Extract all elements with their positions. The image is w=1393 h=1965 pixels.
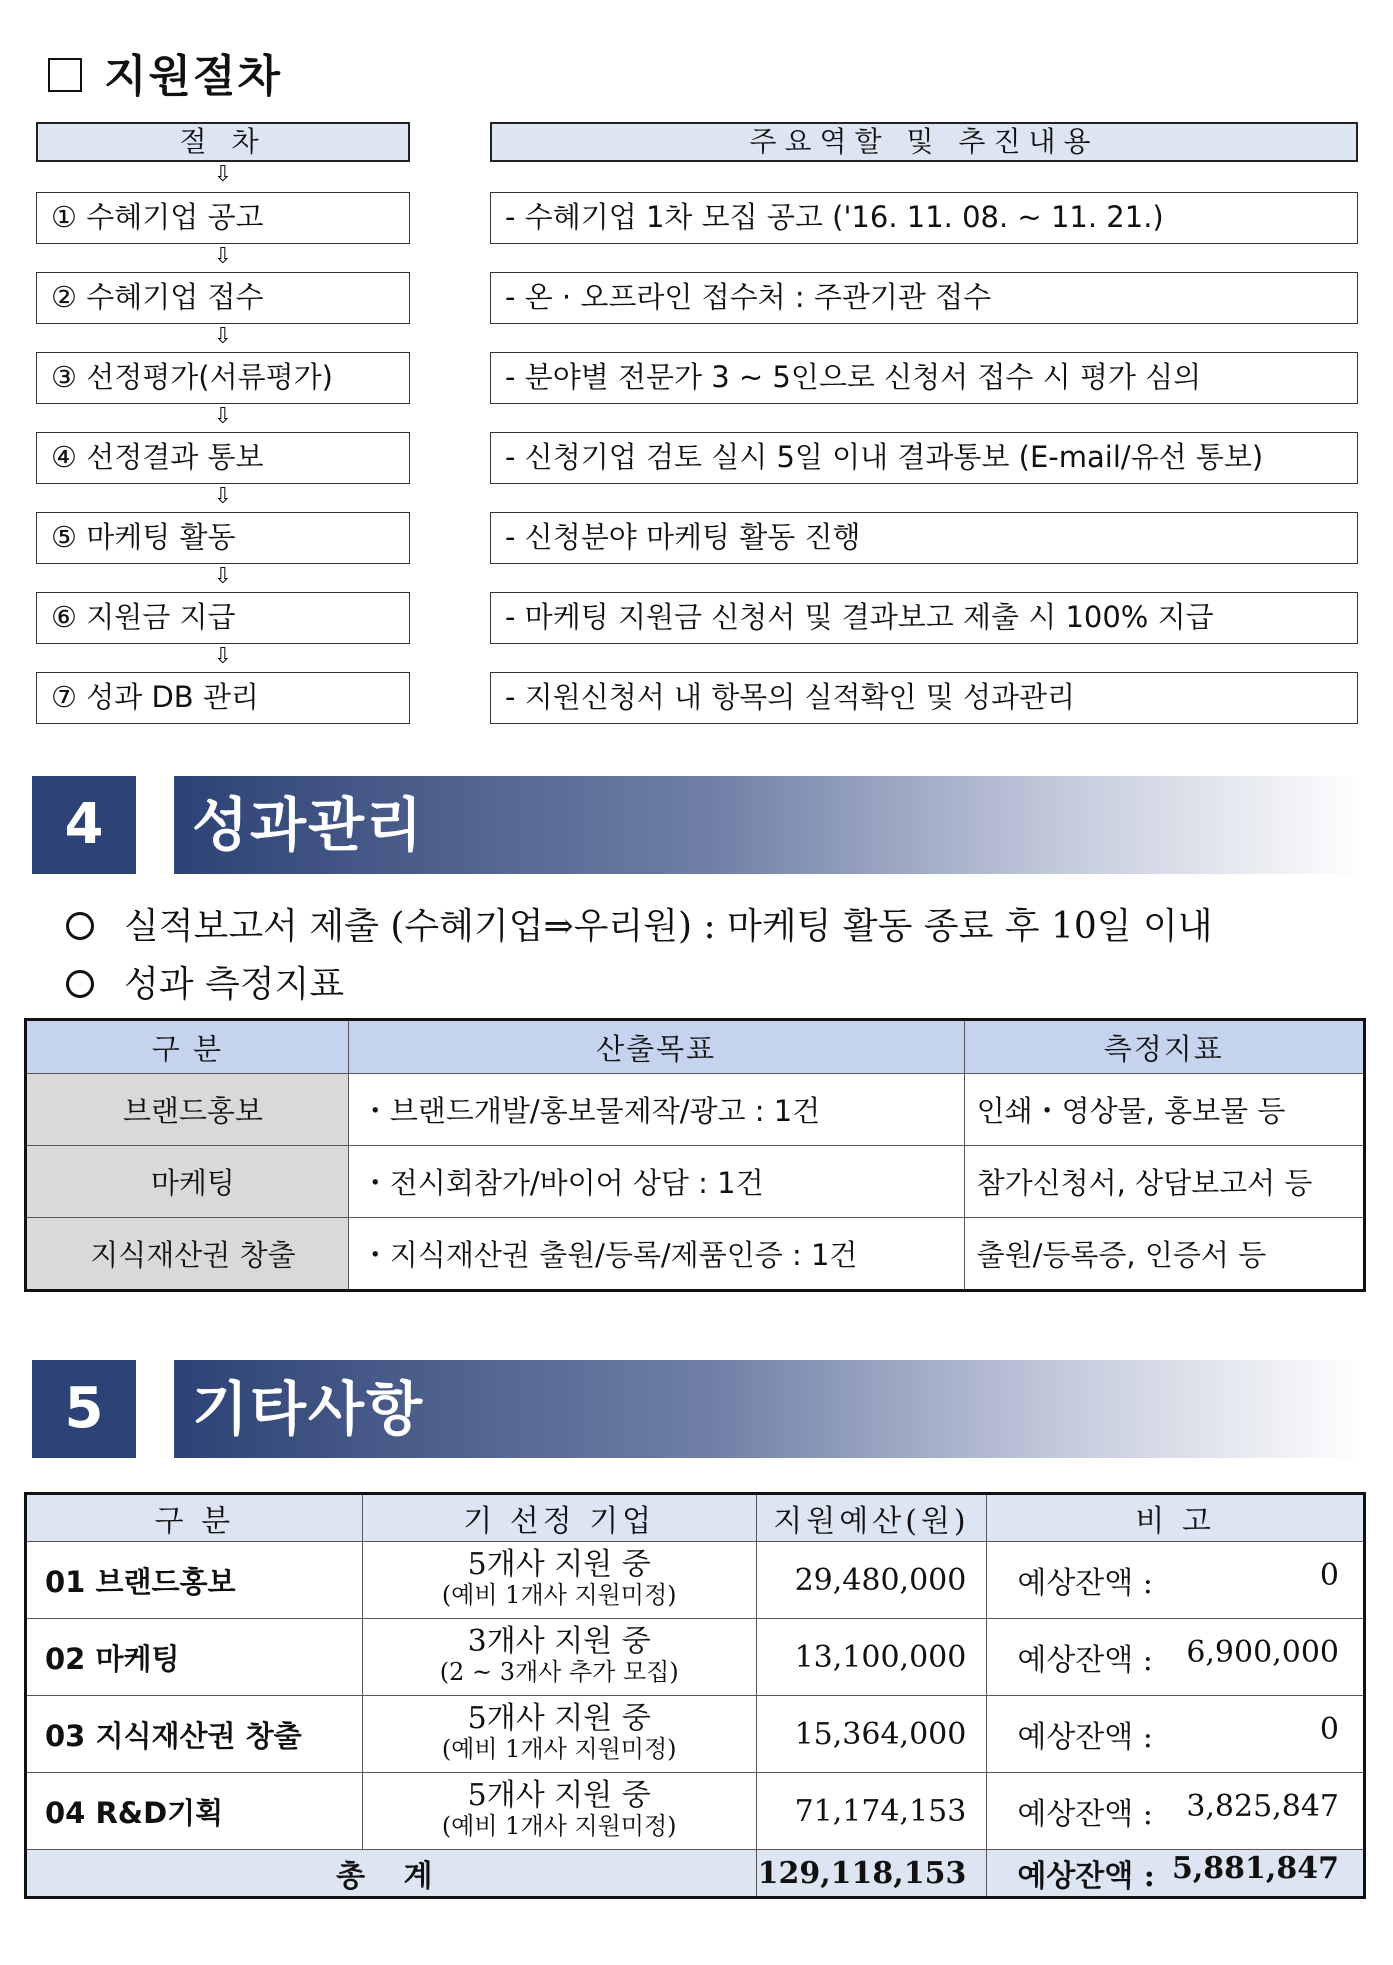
metrics-header-metric: 측정지표 [964,1020,1364,1074]
section4-bullet-1: 실적보고서 제출 (수혜기업⇒우리원) : 마케팅 활동 종료 후 10일 이내 [66,898,1213,949]
total-row [26,1850,1365,1898]
procedure-step: ① 수혜기업 공고 [36,192,410,244]
procedure-step-desc: - 마케팅 지원금 신청서 및 결과보고 제출 시 100% 지급 [490,592,1358,644]
metrics-header-category: 구 분 [26,1020,349,1074]
procedure-step-header: 절 차 [36,122,410,162]
budget-table [24,1492,1366,1899]
down-arrow-icon: ⇩ [213,244,233,269]
down-arrow-icon: ⇩ [213,404,233,429]
procedure-step-desc: - 분야별 전문가 3 ~ 5인으로 신청서 접수 시 평가 심의 [490,352,1358,404]
procedure-step-desc: - 온 · 오프라인 접수처 : 주관기관 접수 [490,272,1358,324]
table-row [26,1696,1365,1773]
procedure-step-desc: - 지원신청서 내 항목의 실적확인 및 성과관리 [490,672,1358,724]
circle-bullet-icon [66,970,94,998]
budget-note: 예상잔액 : 0 [987,1542,1365,1619]
budget-amount: 15,364,000 [756,1696,987,1773]
procedure-step: ⑤ 마케팅 활동 [36,512,410,564]
section4-number: 4 [32,776,136,874]
budget-selected: 5개사 지원 중 (예비 1개사 지원미정) [362,1542,756,1619]
budget-note: 예상잔액 : 6,900,000 [987,1619,1365,1696]
budget-note: 예상잔액 : 3,825,847 [987,1773,1365,1850]
metrics-category: 브랜드홍보 [26,1074,349,1146]
section5-title: 기타사항 [174,1360,1364,1458]
metrics-category: 지식재산권 창출 [26,1218,349,1291]
table-row [26,1619,1365,1696]
section4-title: 성과관리 [174,776,1364,874]
budget-header-selected: 기 선정 기업 [362,1494,756,1542]
procedure-step-desc: - 신청분야 마케팅 활동 진행 [490,512,1358,564]
procedure-title: 지원절차 [48,40,282,104]
procedure-step-desc: - 신청기업 검토 실시 5일 이내 결과통보 (E-mail/유선 통보) [490,432,1358,484]
table-row [26,1074,1365,1146]
procedure-step: ② 수혜기업 접수 [36,272,410,324]
metrics-metric: 인쇄・영상물, 홍보물 등 [964,1074,1364,1146]
budget-note: 예상잔액 : 0 [987,1696,1365,1773]
metrics-target: ・브랜드개발/홍보물제작/광고 : 1건 [348,1074,964,1146]
total-budget: 129,118,153 [756,1850,987,1898]
metrics-target: ・지식재산권 출원/등록/제품인증 : 1건 [348,1218,964,1291]
budget-header-category: 구 분 [26,1494,363,1542]
total-label: 총 계 [26,1850,757,1898]
budget-selected: 5개사 지원 중 (예비 1개사 지원미정) [362,1696,756,1773]
metrics-metric: 출원/등록증, 인증서 등 [964,1218,1364,1291]
total-note: 예상잔액 : 5,881,847 [987,1850,1365,1898]
table-row [26,1773,1365,1850]
budget-category: 02 마케팅 [26,1619,363,1696]
down-arrow-icon: ⇩ [213,162,233,187]
down-arrow-icon: ⇩ [213,484,233,509]
budget-amount: 29,480,000 [756,1542,987,1619]
metrics-header-target: 산출목표 [348,1020,964,1074]
table-row [26,1542,1365,1619]
section4-bullet-2: 성과 측정지표 [66,956,344,1007]
section5-number: 5 [32,1360,136,1458]
down-arrow-icon: ⇩ [213,324,233,349]
procedure-step: ④ 선정결과 통보 [36,432,410,484]
procedure-step-desc: - 수혜기업 1차 모집 공고 ('16. 11. 08. ~ 11. 21.) [490,192,1358,244]
metrics-category: 마케팅 [26,1146,349,1218]
budget-category: 04 R&D기획 [26,1773,363,1850]
down-arrow-icon: ⇩ [213,644,233,669]
procedure-desc-header: 주요역할 및 추진내용 [490,122,1358,162]
budget-amount: 71,174,153 [756,1773,987,1850]
down-arrow-icon: ⇩ [213,564,233,589]
metrics-metric: 참가신청서, 상담보고서 등 [964,1146,1364,1218]
budget-header-budget: 지원예산(원) [756,1494,987,1542]
circle-bullet-icon [66,912,94,940]
metrics-table [24,1018,1366,1292]
budget-selected: 5개사 지원 중 (예비 1개사 지원미정) [362,1773,756,1850]
table-row [26,1218,1365,1291]
procedure-step: ⑦ 성과 DB 관리 [36,672,410,724]
procedure-step: ③ 선정평가(서류평가) [36,352,410,404]
square-icon [48,58,82,92]
budget-category: 01 브랜드홍보 [26,1542,363,1619]
budget-category: 03 지식재산권 창출 [26,1696,363,1773]
table-row [26,1146,1365,1218]
procedure-step: ⑥ 지원금 지급 [36,592,410,644]
budget-selected: 3개사 지원 중 (2 ~ 3개사 추가 모집) [362,1619,756,1696]
budget-header-note: 비 고 [987,1494,1365,1542]
budget-amount: 13,100,000 [756,1619,987,1696]
metrics-target: ・전시회참가/바이어 상담 : 1건 [348,1146,964,1218]
